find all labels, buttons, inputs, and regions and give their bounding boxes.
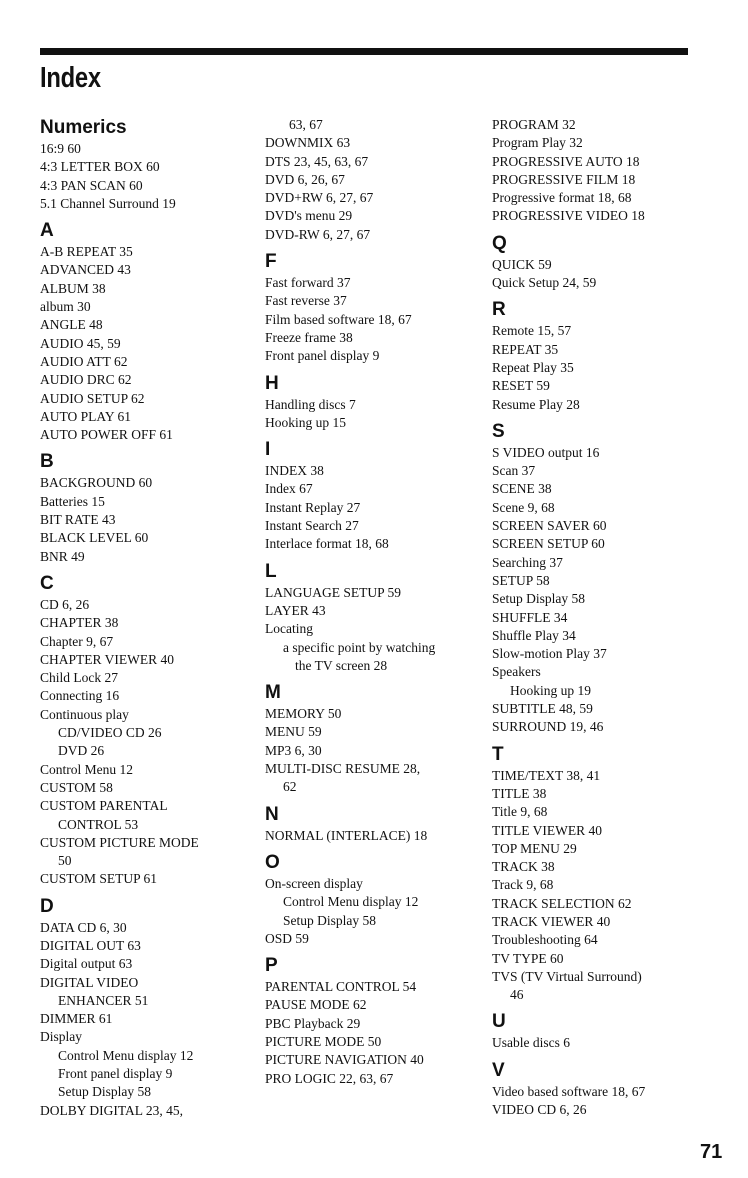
index-entry: Troubleshooting 64 xyxy=(492,932,598,948)
index-entry: CUSTOM PARENTAL xyxy=(40,798,168,814)
index-section xyxy=(492,298,732,413)
index-entry: INDEX 38 xyxy=(265,463,324,479)
index-section xyxy=(40,895,255,1120)
section-heading: B xyxy=(40,451,54,473)
index-section xyxy=(40,572,255,889)
section-heading: S xyxy=(492,420,505,442)
index-section xyxy=(492,1010,732,1052)
index-entry: CUSTOM PICTURE MODE xyxy=(40,834,199,850)
index-subentry: Front panel display 9 xyxy=(58,1066,173,1082)
index-column-2 xyxy=(265,116,485,1088)
index-entry: CHAPTER 38 xyxy=(40,615,119,631)
index-entry: Repeat Play 35 xyxy=(492,359,574,375)
index-entry: TOP MENU 29 xyxy=(492,840,577,856)
index-subentry: a specific point by watching xyxy=(283,639,436,655)
page-title: Index xyxy=(40,62,101,94)
index-entry: Slow-motion Play 37 xyxy=(492,646,607,662)
index-subentry: the TV screen 28 xyxy=(295,657,388,673)
index-entry: DVD+RW 6, 27, 67 xyxy=(265,190,374,206)
header-rule xyxy=(40,48,688,55)
index-entry: Scene 9, 68 xyxy=(492,499,555,515)
index-subentry: Setup Display 58 xyxy=(58,1084,151,1100)
index-section xyxy=(265,438,485,553)
section-heading: O xyxy=(265,851,280,873)
index-entry: OSD 59 xyxy=(265,930,309,946)
index-entry: DOLBY DIGITAL 23, 45, xyxy=(40,1102,184,1118)
index-entry: Track 9, 68 xyxy=(492,877,554,893)
index-entry: Hooking up 15 xyxy=(265,414,346,430)
index-entry: A-B REPEAT 35 xyxy=(40,244,133,260)
index-entry: TRACK SELECTION 62 xyxy=(492,895,632,911)
index-entry: Control Menu 12 xyxy=(40,761,133,777)
index-entry: SCREEN SETUP 60 xyxy=(492,536,605,552)
index-entry: PROGRESSIVE FILM 18 xyxy=(492,171,636,187)
index-entry: DVD 6, 26, 67 xyxy=(265,171,345,187)
index-entry: BACKGROUND 60 xyxy=(40,475,153,491)
index-entry: Setup Display 58 xyxy=(492,591,585,607)
index-entry: DOWNMIX 63 xyxy=(265,135,351,151)
section-heading: D xyxy=(40,895,54,917)
index-entry: SHUFFLE 34 xyxy=(492,609,568,625)
index-subentry: ENHANCER 51 xyxy=(58,992,149,1008)
index-entry: DTS 23, 45, 63, 67 xyxy=(265,153,369,169)
index-entry: Connecting 16 xyxy=(40,688,120,704)
index-section xyxy=(492,420,732,737)
section-heading: L xyxy=(265,560,277,582)
index-entry: Scan 37 xyxy=(492,463,536,479)
index-entry: AUDIO 45, 59 xyxy=(40,335,121,351)
index-entry: SUBTITLE 48, 59 xyxy=(492,701,593,717)
index-entry: CD 6, 26 xyxy=(40,596,90,612)
index-entry: Handling discs 7 xyxy=(265,396,356,412)
index-entry: 4:3 LETTER BOX 60 xyxy=(40,159,160,175)
index-subentry: Control Menu display 12 xyxy=(58,1047,194,1063)
index-entry: PRO LOGIC 22, 63, 67 xyxy=(265,1070,394,1086)
index-entry: MP3 6, 30 xyxy=(265,742,322,758)
index-section xyxy=(265,560,485,675)
index-entry: Quick Setup 24, 59 xyxy=(492,275,597,291)
index-section xyxy=(492,232,732,293)
index-entry: 4:3 PAN SCAN 60 xyxy=(40,177,143,193)
index-entry: Program Play 32 xyxy=(492,135,583,151)
index-entry: MULTI-DISC RESUME 28, xyxy=(265,761,421,777)
section-heading: Q xyxy=(492,232,507,254)
index-entry: TIME/TEXT 38, 41 xyxy=(492,767,601,783)
index-entry: CUSTOM 58 xyxy=(40,779,113,795)
index-subentry: CD/VIDEO CD 26 xyxy=(58,725,162,741)
index-entry: Shuffle Play 34 xyxy=(492,627,576,643)
index-entry: Digital output 63 xyxy=(40,956,133,972)
index-entry: Batteries 15 xyxy=(40,493,105,509)
index-section xyxy=(265,954,485,1088)
index-entry: Chapter 9, 67 xyxy=(40,633,114,649)
index-subentry: 46 xyxy=(510,987,524,1003)
index-section xyxy=(492,1059,732,1120)
index-section xyxy=(265,372,485,433)
index-entry: TRACK 38 xyxy=(492,859,555,875)
index-entry: MENU 59 xyxy=(265,724,322,740)
index-entry: SETUP 58 xyxy=(492,572,550,588)
section-heading: N xyxy=(265,803,279,825)
section-heading: P xyxy=(265,955,278,977)
page-number: 71 xyxy=(700,1141,723,1163)
index-column-3 xyxy=(492,116,732,1119)
index-entry: DIMMER 61 xyxy=(40,1011,113,1027)
section-heading: I xyxy=(265,439,271,461)
index-subentry: DVD 26 xyxy=(58,743,105,759)
index-entry: DVD-RW 6, 27, 67 xyxy=(265,226,371,242)
index-entry: TV TYPE 60 xyxy=(492,950,564,966)
index-entry: CUSTOM SETUP 61 xyxy=(40,871,158,887)
index-section xyxy=(40,116,255,213)
index-entry: CHAPTER VIEWER 40 xyxy=(40,651,174,667)
index-section xyxy=(265,250,485,365)
index-entry: Progressive format 18, 68 xyxy=(492,190,632,206)
index-entry: AUTO PLAY 61 xyxy=(40,408,132,424)
index-section xyxy=(40,450,255,565)
index-entry: Speakers xyxy=(492,664,541,680)
index-entry: BNR 49 xyxy=(40,548,85,564)
index-entry: REPEAT 35 xyxy=(492,341,559,357)
index-entry: MEMORY 50 xyxy=(265,706,342,722)
index-entry: SCENE 38 xyxy=(492,481,552,497)
index-entry: Title 9, 68 xyxy=(492,804,548,820)
index-entry: AUTO POWER OFF 61 xyxy=(40,427,173,443)
section-heading: M xyxy=(265,682,281,704)
index-entry: Interlace format 18, 68 xyxy=(265,536,389,552)
index-entry: Child Lock 27 xyxy=(40,670,118,686)
index-entry: VIDEO CD 6, 26 xyxy=(492,1102,587,1118)
index-entry: Freeze frame 38 xyxy=(265,329,353,345)
index-entry: On-screen display xyxy=(265,875,363,891)
index-entry: PICTURE NAVIGATION 40 xyxy=(265,1052,424,1068)
index-entry: Remote 15, 57 xyxy=(492,323,572,339)
index-entry: SCREEN SAVER 60 xyxy=(492,518,607,534)
index-entry: DVD's menu 29 xyxy=(265,208,353,224)
index-entry: BLACK LEVEL 60 xyxy=(40,530,149,546)
index-section xyxy=(492,743,732,1005)
index-entry: Index 67 xyxy=(265,481,313,497)
index-entry: Locating xyxy=(265,621,313,637)
index-section xyxy=(265,803,485,845)
section-heading: V xyxy=(492,1059,505,1081)
section-heading: H xyxy=(265,372,279,394)
index-subentry: Setup Display 58 xyxy=(283,912,376,928)
index-entry: Instant Search 27 xyxy=(265,518,359,534)
section-heading: F xyxy=(265,251,277,273)
index-entry: ADVANCED 43 xyxy=(40,262,131,278)
index-entry: PROGRESSIVE VIDEO 18 xyxy=(492,208,645,224)
index-entry: DIGITAL OUT 63 xyxy=(40,937,141,953)
index-entry: PROGRAM 32 xyxy=(492,117,576,132)
section-heading: C xyxy=(40,572,54,594)
index-entry: ALBUM 38 xyxy=(40,280,106,296)
index-entry: PAUSE MODE 62 xyxy=(265,997,367,1013)
index-entry: AUDIO DRC 62 xyxy=(40,372,132,388)
index-entry: PROGRESSIVE AUTO 18 xyxy=(492,153,640,169)
index-entry: Usable discs 6 xyxy=(492,1035,570,1051)
section-heading: R xyxy=(492,299,506,321)
index-entry: S VIDEO output 16 xyxy=(492,444,600,460)
index-entry: LAYER 43 xyxy=(265,602,326,618)
index-section xyxy=(492,116,732,226)
index-entry: TITLE 38 xyxy=(492,785,547,801)
index-column-1 xyxy=(40,116,255,1120)
index-subentry: CONTROL 53 xyxy=(58,816,139,832)
index-entry: LANGUAGE SETUP 59 xyxy=(265,584,401,600)
section-heading: Numerics xyxy=(40,117,127,138)
index-section xyxy=(265,681,485,796)
index-entry: Searching 37 xyxy=(492,554,563,570)
index-section xyxy=(40,219,255,444)
index-entry: AUDIO ATT 62 xyxy=(40,353,128,369)
index-subentry: Hooking up 19 xyxy=(510,682,591,698)
index-entry: BIT RATE 43 xyxy=(40,512,116,528)
index-entry: NORMAL (INTERLACE) 18 xyxy=(265,827,428,843)
index-entry: Instant Replay 27 xyxy=(265,499,361,515)
index-entry: ANGLE 48 xyxy=(40,317,103,333)
section-heading: A xyxy=(40,220,54,242)
index-entry: RESET 59 xyxy=(492,378,550,394)
index-entry: DATA CD 6, 30 xyxy=(40,919,127,935)
index-entry: TRACK VIEWER 40 xyxy=(492,913,611,929)
index-subentry: 62 xyxy=(283,779,297,795)
index-entry: QUICK 59 xyxy=(492,256,552,272)
index-entry: Front panel display 9 xyxy=(265,348,380,364)
index-entry: TITLE VIEWER 40 xyxy=(492,822,602,838)
index-entry: Fast reverse 37 xyxy=(265,293,347,309)
index-subentry: 63, 67 xyxy=(289,117,323,132)
index-entry: album 30 xyxy=(40,299,91,315)
index-entry: PBC Playback 29 xyxy=(265,1015,361,1031)
index-entry: 5.1 Channel Surround 19 xyxy=(40,195,176,211)
index-subentry: Control Menu display 12 xyxy=(283,894,419,910)
index-entry: SURROUND 19, 46 xyxy=(492,719,604,735)
index-section xyxy=(265,116,485,244)
section-heading: T xyxy=(492,743,504,765)
index-entry: Continuous play xyxy=(40,706,129,722)
index-entry: PICTURE MODE 50 xyxy=(265,1033,382,1049)
index-entry: AUDIO SETUP 62 xyxy=(40,390,145,406)
index-entry: Film based software 18, 67 xyxy=(265,311,412,327)
index-entry: Video based software 18, 67 xyxy=(492,1083,646,1099)
index-entry: Display xyxy=(40,1029,82,1045)
index-entry: TVS (TV Virtual Surround) xyxy=(492,968,642,984)
index-entry: PARENTAL CONTROL 54 xyxy=(265,979,417,995)
index-entry: Resume Play 28 xyxy=(492,396,580,412)
index-subentry: 50 xyxy=(58,853,72,869)
section-heading: U xyxy=(492,1011,506,1033)
index-section xyxy=(265,851,485,948)
index-entry: DIGITAL VIDEO xyxy=(40,974,139,990)
index-entry: 16:9 60 xyxy=(40,141,81,156)
index-entry: Fast forward 37 xyxy=(265,275,351,291)
